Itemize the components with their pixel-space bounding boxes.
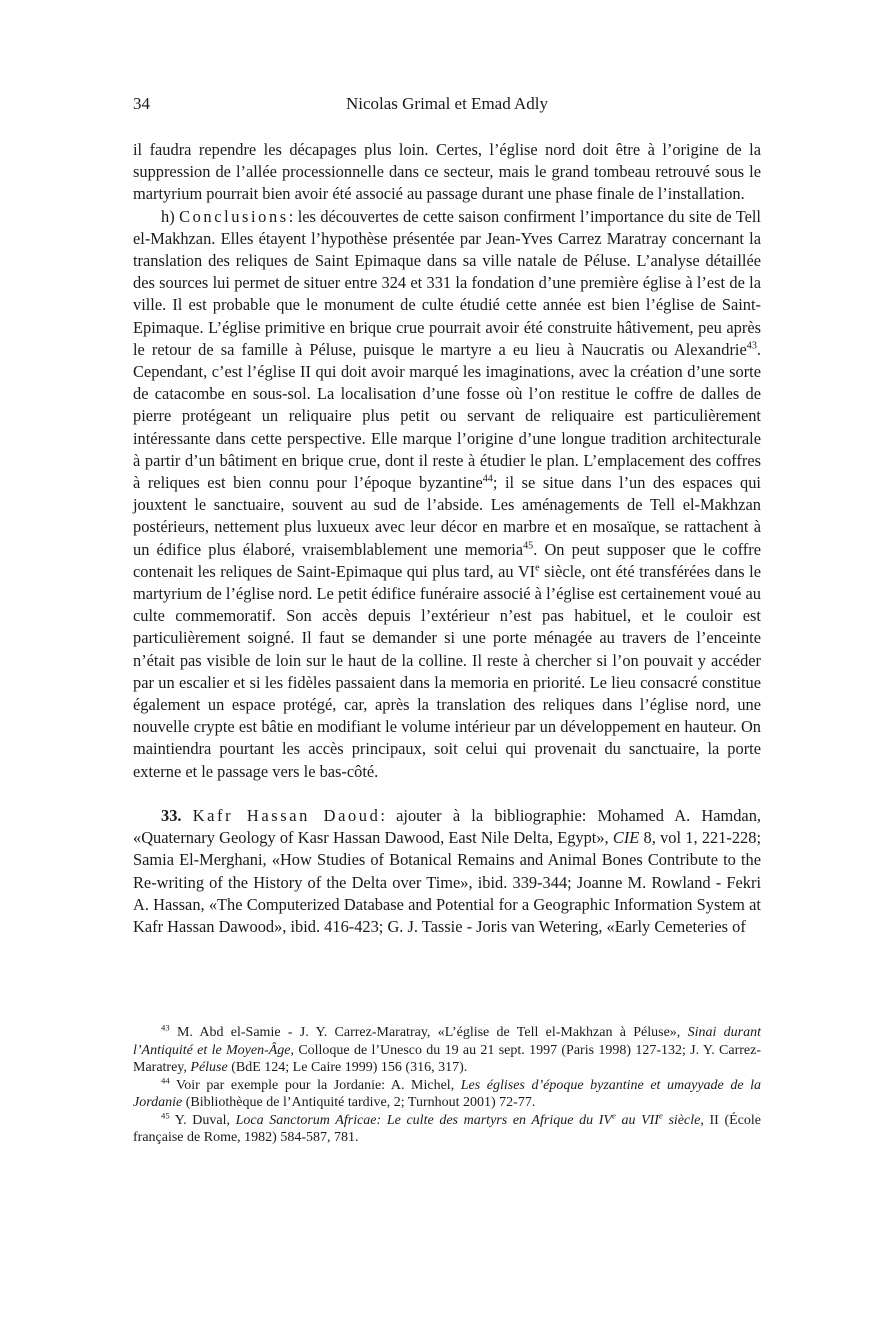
page-header (133, 94, 761, 114)
italic-title: siècle (662, 1112, 701, 1128)
footnote-43 (133, 1024, 761, 1077)
footnote-text: (BdE 124; Le Caire 1999) 156 (316, 317). (227, 1060, 468, 1075)
paragraph-kafr-hassan-daoud (133, 805, 761, 938)
footnote-ref-45: 45 (523, 540, 534, 552)
footnote-ref-43: 43 (746, 340, 757, 352)
italic-title: CIE (612, 828, 640, 848)
paragraph-text: il faudra rependre les décapages plus loin. Certes, l’église nord doit être à l’origine de la suppression de l’allée processionnelle dans ce secteur, mais le grand tombeau retrouvé sous le martyrium pourrait bien avoir été associé au passage durant une phase finale de l’installation. (133, 140, 761, 204)
paragraph-decapages (133, 139, 761, 206)
footnote-number: 43 (161, 1022, 170, 1033)
footnote-text: (Bibliothèque de l’Antiquité tardive, 2; Turnhout 2001) 72-77. (182, 1095, 536, 1110)
italic-title: au VII (615, 1112, 659, 1128)
page-number: 34 (133, 94, 150, 113)
italic-title: Loca Sanctorum Africae: Le culte des martyrs en Afrique du IV (235, 1112, 612, 1128)
italic-title: Les églises d’époque byzantine et umayyade de la Jordanie (133, 1077, 761, 1110)
footnote-text: Voir par exemple pour la Jordanie: A. Michel, (169, 1077, 461, 1093)
footnote-number: 45 (161, 1109, 170, 1120)
section-heading-kafr-hassan-daoud: Kafr Hassan Daoud (192, 805, 381, 825)
footnote-45 (133, 1109, 761, 1147)
paragraph-conclusions (133, 206, 761, 783)
paragraph-text: : ajouter à la bibliographie: Mohamed A. Hamdan, «Quaternary Geology of Kasr Hassan Dawood, East Nile Delta, Egypt», (133, 805, 761, 848)
superscript-e: e (611, 1109, 616, 1120)
italic-title: Sinai durant l’Antiquité et le Moyen-Âge (133, 1025, 761, 1058)
footnotes (133, 1024, 761, 1147)
paragraph-text: . On peut supposer que le coffre contenait les reliques de Saint-Epimaque qui plus tard, au VI (133, 539, 761, 581)
italic-title: Péluse (190, 1060, 228, 1075)
paragraph-text: ; il se situe dans l’un des espaces qui jouxtent le sanctuaire, souvent au sud de l’abside. Les aménagements de Tell el-Makhzan postérieurs, nettement plus luxueux avec leur décor en marbre et en mosaïque, se rattachent à un édifice plus élaboré, vraisemblablement une memoria (133, 473, 761, 559)
footnote-text: , Colloque de l’Unesco du 19 au 21 sept. 1997 (Paris 1998) 127-132; J. Y. Carrez-Maratrey, (133, 1042, 761, 1075)
section-heading-conclusions: Conclusions (179, 206, 289, 226)
footnote-text: M. Abd el-Samie - J. Y. Carrez-Maratray, «L’église de Tell el-Makhzan à Péluse», (169, 1025, 688, 1040)
footnote-text: , II (École française de Rome, 1982) 584-587, 781. (133, 1112, 761, 1145)
footnote-number: 44 (161, 1074, 170, 1085)
section-number: 33. (161, 805, 182, 825)
paragraph-text: siècle, ont été transférées dans le martyrium de l’église nord. Le petit édifice funéraire associé à l’église est certainement voué au culte commemoratif. Son accès depuis l’extérieur n’est pas habituel, et le couloir est particulièrement soigné. Il faut se demander si une porte ménagée au travers de l’enceinte n’était pas visible de loin sur le haut de la colline. Il reste à chercher si l’on pouvait y accéder par un escalier et si les fidèles passaient dans la memoria en priorité. Le lieu consacré constitue également un espace protégé, car, après la translation des reliques dans l’église nord, une nouvelle crypte est bâtie en modifiant le volume intérieur par un développement en hauteur. On maintiendra pourtant les accès principaux, soit celui qui provenait du sanctuaire, la porte externe et le passage vers le bas-côté. (133, 561, 761, 781)
paragraph-text: . Cependant, c’est l’église II qui doit avoir marqué les imaginations, avec la création d’une sorte de catacombe en sous-sol. La localisation d’une fosse où l’on restitue le coffre de dalles de pierre protégeant un reliquaire plus petit ou servant de reliquaire est particulièrement intéressante dans cette perspective. Elle marque l’origine d’une longue tradition architecturale à partir d’un bâtiment en brique crue, dont il reste à étudier le plan. L’emplacement des coffres à reliques est bien connu pour l’époque byzantine (133, 339, 761, 493)
section-label: h) (161, 206, 180, 226)
footnote-ref-44: 44 (482, 473, 493, 485)
paragraph-text: : les découvertes de cette saison confirment l’importance du site de Tell el-Makhzan. Elles étayent l’hypothèse présentée par Jean-Yves Carrez Maratray concernant la translation des reliques de Saint Epimaque dans sa ville natale de Péluse. L’analyse détaillée des sources lui permet de situer entre 324 et 331 la fondation d’une première église à l’est de la ville. Il est probable que le monument de culte étudié cette année est bien l’église de Saint-Epimaque. L’église primitive en brique crue pourrait avoir été construite hâtivement, peu après le retour de sa famille à Péluse, puisque le martyre a eu lieu à Naucratis ou Alexandrie (133, 206, 761, 359)
paragraph-text: 8, vol 1, 221-228; Samia El-Merghani, «How Studies of Botanical Remains and Animal Bones Contribute to the Re-writing of the History of the Delta over Time», ibid. 339-344; Joanne M. Rowland - Fekri A. Hassan, «The Computerized Database and Potential for a Geographic Information System at Kafr Hassan Dawood», ibid. 416-423; G. J. Tassie - Joris van Wetering, «Early Cemeteries of (133, 828, 762, 936)
superscript-e: e (535, 562, 540, 574)
body-text (133, 139, 761, 938)
running-title: Nicolas Grimal et Emad Adly (345, 94, 549, 113)
footnote-44 (133, 1074, 761, 1112)
superscript-e: e (658, 1109, 663, 1120)
footnote-text: Y. Duval, (169, 1112, 236, 1128)
